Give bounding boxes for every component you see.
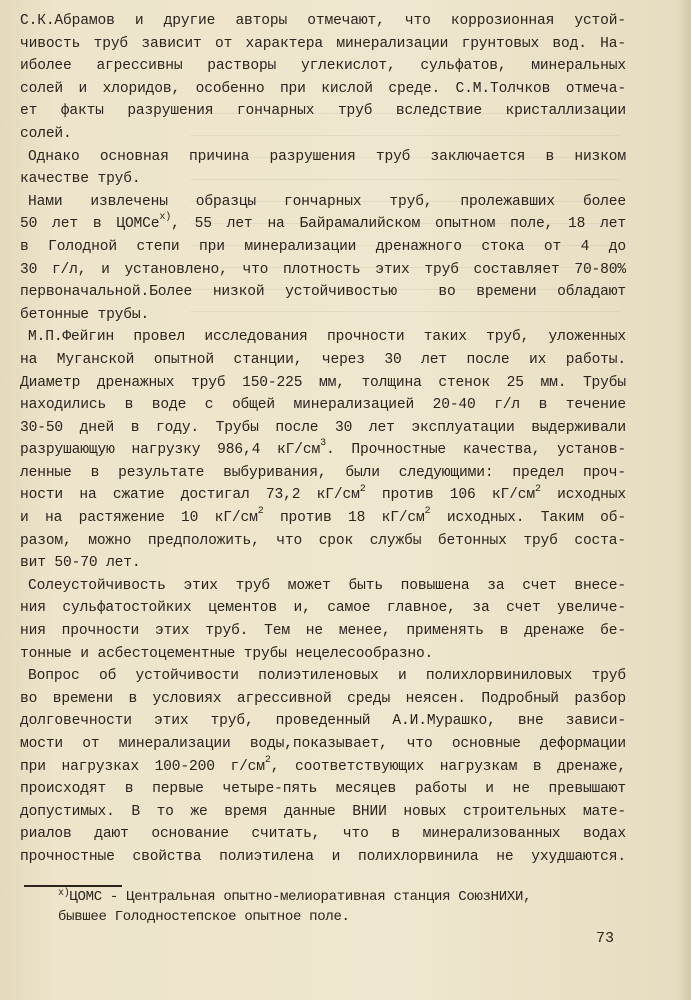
text-line: допустимых. В то же время данные ВНИИ новых строительных мате- — [20, 803, 626, 820]
text-line — [20, 213, 626, 236]
text-line: М.П.Фейгин провел исследования прочности таких труб, уложенных — [28, 329, 626, 346]
text-line: ет факты разрушения гончарных труб вследствие кристаллизации — [20, 103, 626, 120]
text-line: солей и хлоридов, особенно при кислой среде. С.М.Толчков отмеча- — [20, 80, 626, 97]
text-segment: . Прочностные качества, установ- — [325, 442, 627, 459]
footnote-marker: x) — [58, 888, 70, 899]
superscript: 2 — [424, 506, 431, 518]
text-line: долговечности этих труб, проведенный А.И.Мурашко, вне зависи- — [20, 713, 626, 730]
text-line: С.К.Абрамов и другие авторы отмечают, что коррозионная устой- — [20, 13, 626, 29]
text-segment: 50 лет в ЦОМСе — [20, 216, 160, 233]
text-segment: против 18 кГ/см — [263, 510, 425, 527]
text-segment: против 106 кГ/см — [365, 487, 535, 504]
text-line: ленные в результате выбуривания, были следующими: предел проч- — [20, 464, 626, 481]
text-line: чивость труб зависит от характера минерализации грунтовых вод. На- — [20, 35, 626, 52]
text-line: вит 50-70 лет. — [20, 555, 141, 572]
text-line: Диаметр дренажных труб 150-225 мм, толщина стенок 25 мм. Трубы — [20, 374, 626, 391]
text-line: 30-50 дней в году. Трубы после 30 лет эксплуатации выдерживали — [20, 419, 626, 436]
text-segment: , соответствующих нагрузкам в дренаже, — [270, 758, 626, 775]
footnote — [58, 888, 628, 927]
superscript: 3 — [320, 438, 326, 450]
superscript: 2 — [257, 506, 264, 518]
superscript: 2 — [264, 754, 271, 766]
text-line: иболее агрессивны растворы углекислот, сульфатов, минеральных — [20, 58, 626, 75]
text-segment: , 55 лет на Байрамалийском опытном поле, 18 лет — [171, 216, 626, 233]
text-segment: и на растяжение 10 кГ/см — [20, 510, 258, 527]
text-line: первоначальной.Более низкой устойчивостью во времени обладают — [20, 284, 626, 301]
text-line: солей. — [20, 125, 72, 142]
text-line: Солеустойчивость этих труб может быть повышена за счет внесе- — [28, 577, 626, 594]
text-line: во времени в условиях агрессивной среды неясен. Подробный разбор — [20, 690, 626, 707]
text-line — [20, 439, 626, 462]
footnote-reference: x) — [159, 212, 172, 224]
text-line: Вопрос об устойчивости полиэтиленовых и полихлорвиниловых труб — [28, 668, 626, 685]
text-segment: ности на сжатие достигал 73,2 кГ/см — [20, 487, 360, 504]
text-line: прочностные свойства полиэтилена и полихлорвинила не ухудшаются. — [20, 848, 626, 865]
text-line: происходят в первые четыре-пять месяцев работы и не превышают — [20, 781, 626, 798]
text-line: Нами извлечены образцы гончарных труб, пролежавших более — [28, 193, 626, 210]
text-line: на Муганской опытной станции, через 30 лет после их работы. — [20, 351, 626, 368]
text-line: ния сульфатостойких цементов и, самое главное, за счет увеличе- — [20, 600, 626, 617]
text-line: находились в воде с общей минерализацией 20-40 г/л в течение — [20, 397, 626, 414]
text-line: тонные и асбестоцементные трубы нецелесообразно. — [20, 645, 434, 662]
footnote-text: ЦОМС - Центральная опытно-мелиоративная станция СоюзНИХИ, — [69, 889, 532, 905]
footnote-line: бывшее Голодностепское опытное поле. — [58, 909, 350, 925]
text-line — [20, 756, 626, 779]
body-text — [20, 10, 626, 869]
footnote-line — [58, 888, 628, 908]
text-line: в Голодной степи при минерализации дренажного стока от 4 до — [20, 238, 626, 255]
text-segment: разрушающую нагрузку 986,4 кГ/см — [20, 442, 321, 459]
text-line: разом, можно предположить, что срок службы бетонных труб соста- — [20, 532, 626, 549]
footnote-divider — [24, 885, 122, 887]
page-number: 73 — [596, 930, 615, 947]
text-line — [20, 484, 626, 507]
text-line: качестве труб. — [20, 171, 141, 188]
text-line: бетонные трубы. — [20, 306, 150, 323]
superscript: 2 — [534, 483, 541, 495]
text-line: мости от минерализации воды,показывает, что основные деформации — [20, 736, 626, 752]
text-line — [20, 507, 626, 530]
text-line: 30 г/л, и установлено, что плотность этих труб составляет 70-80% — [20, 261, 626, 278]
text-line: риалов дают основание считать, что в минерализованных водах — [20, 826, 626, 843]
text-line: Однако основная причина разрушения труб заключается в низком — [28, 148, 626, 165]
text-segment: исходных — [540, 487, 626, 504]
text-segment: при нагрузках 100-200 г/см — [20, 758, 265, 775]
text-line: ния прочности этих труб. Тем не менее, применять в дренаже бе- — [20, 623, 626, 640]
text-segment: исходных. Таким об- — [430, 510, 626, 527]
superscript: 2 — [359, 483, 366, 495]
